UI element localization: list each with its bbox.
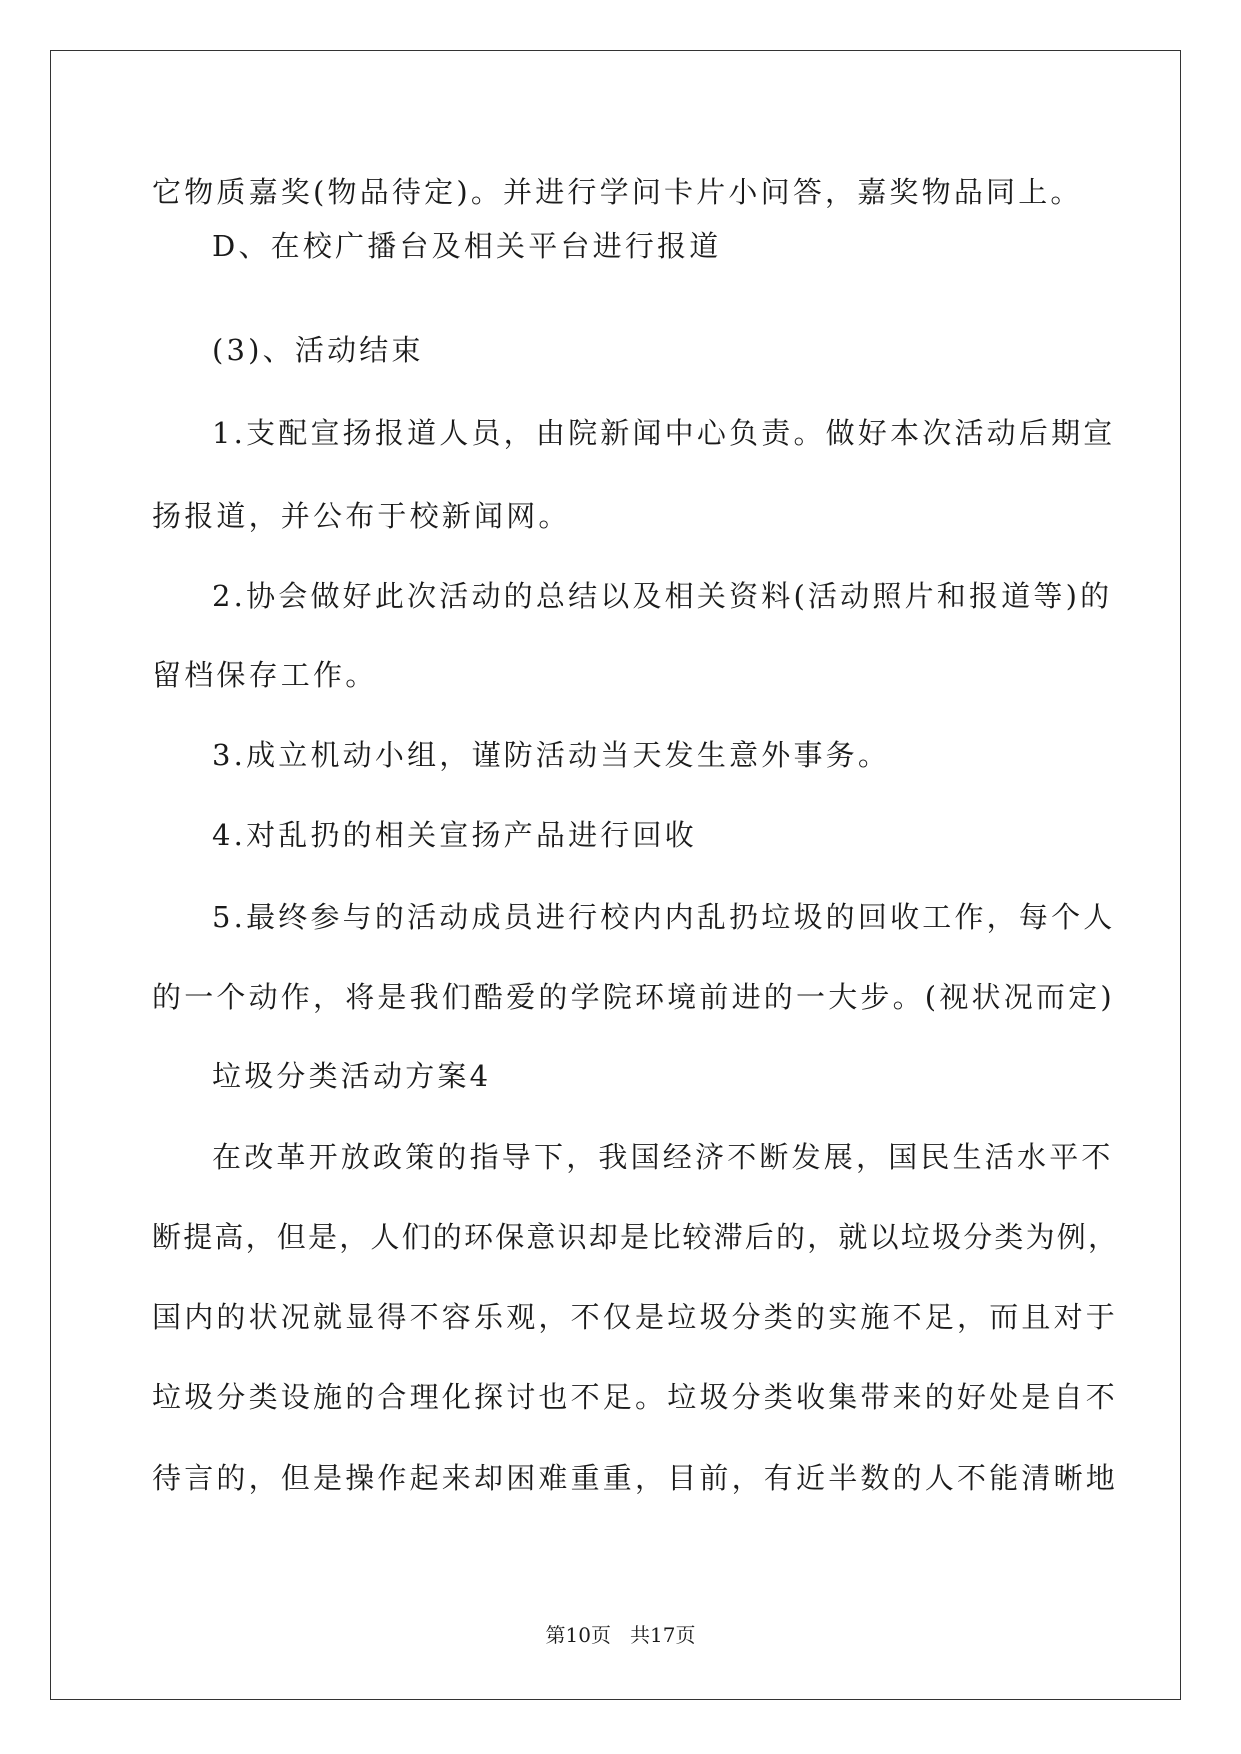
page-number-footer: 第10页 共17页 bbox=[545, 1623, 696, 1647]
text-line: 国内的状况就显得不容乐观，不仅是垃圾分类的实施不足，而且对于 bbox=[152, 1300, 1119, 1334]
text-line: 在改革开放政策的指导下，我国经济不断发展，国民生活水平不 bbox=[212, 1140, 1114, 1174]
text-line: 垃圾分类设施的合理化探讨也不足。垃圾分类收集带来的好处是自不 bbox=[152, 1380, 1119, 1414]
text-line: 4.对乱扔的相关宣扬产品进行回收 bbox=[212, 818, 697, 852]
text-line: 待言的，但是操作起来却困难重重，目前，有近半数的人不能清晰地 bbox=[152, 1461, 1119, 1495]
text-line: (3)、活动结束 bbox=[212, 333, 424, 367]
text-line: 5.最终参与的活动成员进行校内内乱扔垃圾的回收工作，每个人 bbox=[212, 900, 1116, 934]
page-border bbox=[50, 50, 1181, 1700]
text-line: 2.协会做好此次活动的总结以及相关资料(活动照片和报道等)的 bbox=[212, 579, 1113, 613]
text-line: 断提高，但是，人们的环保意识却是比较滞后的，就以垃圾分类为例， bbox=[152, 1220, 1120, 1254]
text-line: 3.成立机动小组，谨防活动当天发生意外事务。 bbox=[212, 738, 891, 772]
text-line: 留档保存工作。 bbox=[152, 658, 378, 692]
section-heading: 垃圾分类活动方案4 bbox=[212, 1059, 492, 1093]
text-line: 它物质嘉奖(物品待定)。并进行学问卡片小问答，嘉奖物品同上。 bbox=[152, 175, 1083, 209]
text-line: 扬报道，并公布于校新闻网。 bbox=[152, 499, 571, 533]
text-line: 1.支配宣扬报道人员，由院新闻中心负责。做好本次活动后期宣 bbox=[212, 416, 1116, 450]
text-line: D、在校广播台及相关平台进行报道 bbox=[212, 229, 722, 263]
text-line: 的一个动作，将是我们酷爱的学院环境前进的一大步。(视状况而定) bbox=[152, 980, 1115, 1014]
